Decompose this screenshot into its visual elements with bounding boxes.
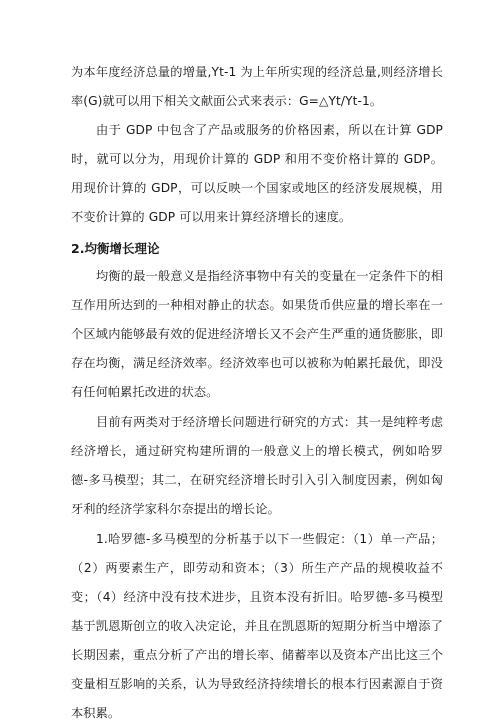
paragraph-growth-rate: 为本年度经济总量的增量,Yt-1 为上年所实现的经济总量,则经济增长率(G)就可以用下相关文献面公式来表示：G=△Yt/Yt-1。 bbox=[71, 65, 443, 108]
paragraph-equilibrium: 均衡的最一般意义是指经济事物中有关的变量在一定条件下的相互作用所达到的一种相对静止的状态。如果货币供应量的增长率在一个区域内能够最有效的促进经济增长又不会产生严重的通货膨胀，即存在均衡，满足经济效率。经济效率也可以被称为帕累托最优，即没有任何帕累托改进的状态。 bbox=[71, 269, 443, 399]
paragraph-gdp: 由于 GDP 中包含了产品或服务的价格因素，所以在计算 GDP 时，就可以分为，用现价计算的 GDP 和用不变价格计算的 GDP。用现价计算的 GDP，可以反映一个国家或地区的经济发展规模，用不变价计算的 GDP 可以用来计算经济增长的速度。 bbox=[71, 123, 443, 224]
paragraph-research-approaches: 目前有两类对于经济增长问题进行研究的方式：其一是纯粹考虑经济增长，通过研究构建所谓的一般意义上的增长模式，例如哈罗德-多马模型；其二，在研究经济增长时引入引入制度因素，例如匈牙利的经济学家科尔奈提出的增长论。 bbox=[71, 415, 443, 516]
paragraph-harrod-domar: 1.哈罗德-多马模型的分析基于以下一些假定：（1）单一产品；（2）两要素生产，即劳动和资本；（3）所生产产品的规模收益不变；（4）经济中没有技术进步，且资本没有折旧。哈罗德-多马模型基于凯恩斯创立的收入决定论，并且在凯恩斯的短期分析当中增添了长期因素，重点分析了产出的增长率、储蓄率以及资本产出比这三个变量相互影响的关系，认为导致经济持续增长的根本行因素源自于资本积累。 bbox=[71, 532, 443, 720]
section-heading-balanced-growth: 2.均衡增长理论 bbox=[71, 241, 160, 256]
